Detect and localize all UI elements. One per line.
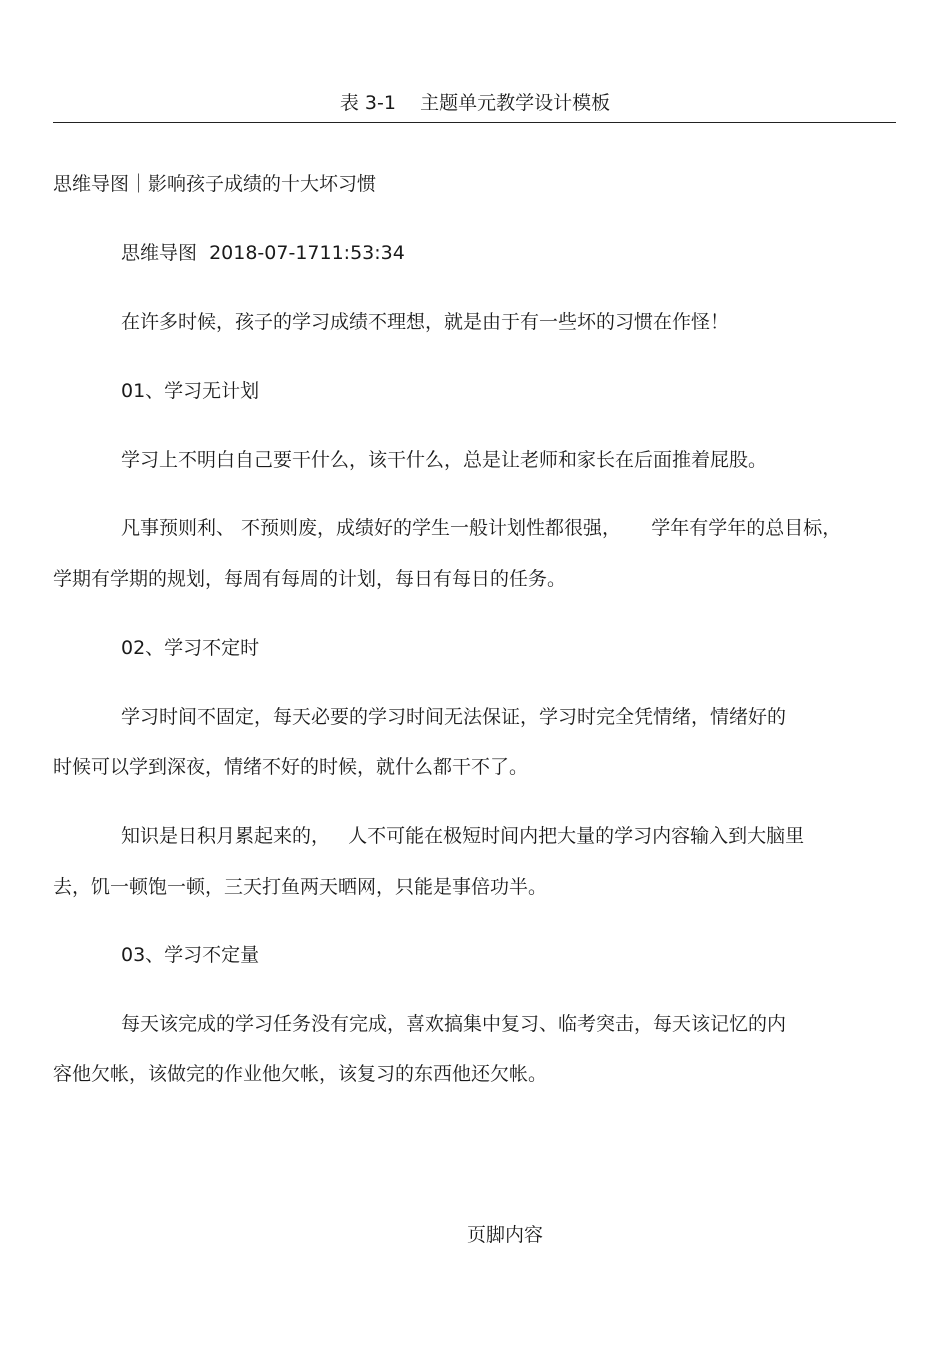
section-heading: 03、学习不定量 bbox=[121, 944, 260, 966]
header-title: 表 3-1 主题单元教学设计模板 bbox=[339, 92, 611, 114]
paragraph-line: 学期有学期的规划，每周有每周的计划，每日有每日的任务。 bbox=[53, 568, 567, 590]
article-title: 思维导图｜影响孩子成绩的十大坏习惯 bbox=[53, 173, 377, 195]
page-footer: 页脚内容 bbox=[466, 1224, 543, 1246]
paragraph-line: 容他欠帐，该做完的作业他欠帐，该复习的东西他还欠帐。 bbox=[53, 1063, 548, 1085]
header-rule bbox=[53, 122, 896, 123]
article-intro: 在许多时候，孩子的学习成绩不理想，就是由于有一些坏的习惯在作怪！ bbox=[121, 311, 730, 333]
paragraph-line: 知识是日积月累起来的， 人不可能在极短时间内把大量的学习内容输入到大脑里 bbox=[121, 825, 805, 847]
paragraph-line: 学习时间不固定，每天必要的学习时间无法保证，学习时完全凭情绪，情绪好的 bbox=[121, 706, 787, 728]
paragraph-line: 凡事预则利、 不预则废，成绩好的学生一般计划性都很强， 学年有学年的总目标， bbox=[121, 517, 842, 539]
paragraph-line: 去，饥一顿饱一顿，三天打鱼两天晒网，只能是事倍功半。 bbox=[53, 876, 548, 898]
paragraph-line: 学习上不明白自己要干什么，该干什么，总是让老师和家长在后面推着屁股。 bbox=[121, 449, 768, 471]
article-meta: 思维导图 2018-07-1711:53:34 bbox=[121, 242, 405, 264]
paragraph-line: 时候可以学到深夜，情绪不好的时候，就什么都干不了。 bbox=[53, 756, 529, 778]
section-heading: 01、学习无计划 bbox=[121, 380, 260, 402]
section-heading: 02、学习不定时 bbox=[121, 637, 260, 659]
paragraph-line: 每天该完成的学习任务没有完成，喜欢搞集中复习、临考突击，每天该记忆的内 bbox=[121, 1013, 787, 1035]
